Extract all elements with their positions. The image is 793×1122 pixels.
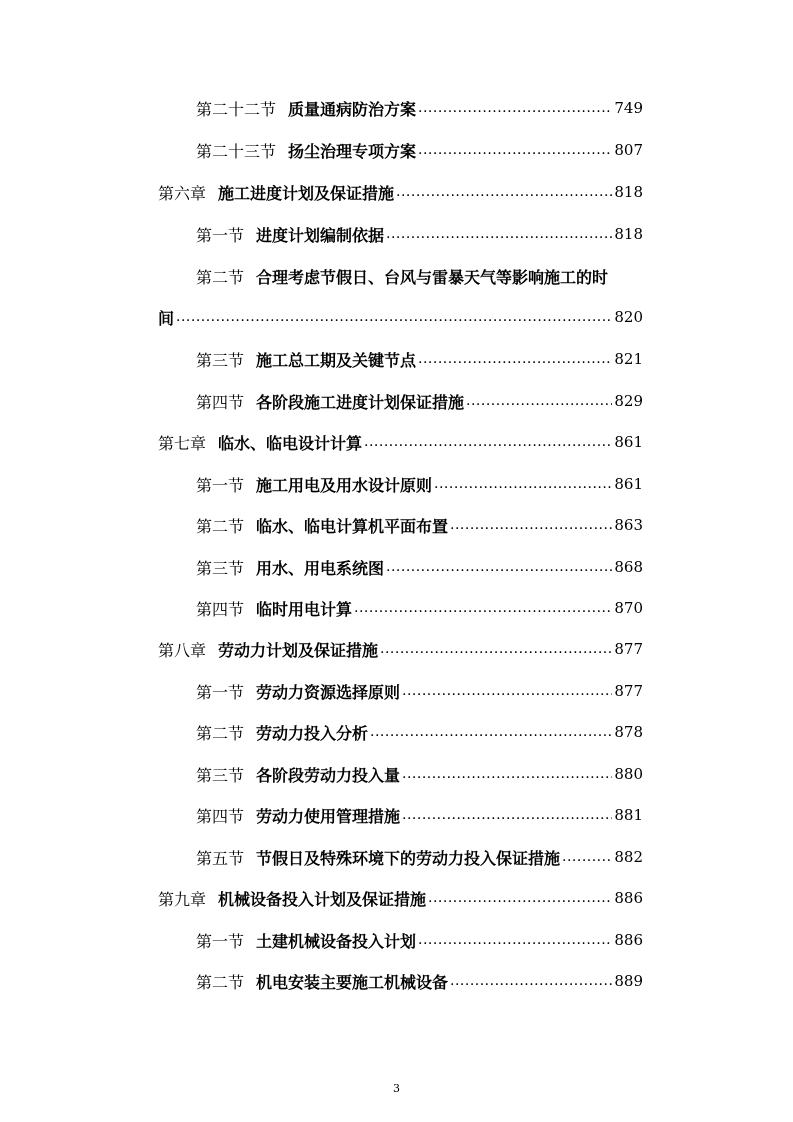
entry-number: 第二十二节 bbox=[196, 99, 277, 119]
dot-leader bbox=[562, 850, 612, 872]
page-number: 3 bbox=[393, 1082, 400, 1095]
toc-section-entry[interactable] bbox=[196, 759, 643, 789]
toc-section-entry[interactable] bbox=[196, 676, 643, 706]
dot-leader bbox=[434, 477, 612, 499]
toc-section-entry[interactable] bbox=[196, 552, 643, 582]
entry-page-number: 882 bbox=[614, 848, 643, 866]
entry-page-number: 878 bbox=[614, 723, 643, 741]
entry-page-number: 829 bbox=[614, 392, 643, 410]
entry-title: 劳动力计划及保证措施 bbox=[218, 640, 379, 660]
entry-number: 第六章 bbox=[158, 183, 207, 203]
entry-title: 各阶段劳动力投入量 bbox=[256, 765, 401, 785]
entry-page-number: 818 bbox=[614, 183, 643, 201]
toc-section-entry[interactable] bbox=[196, 800, 643, 830]
entry-page-number: 870 bbox=[614, 599, 643, 617]
entry-title: 间 bbox=[158, 308, 175, 328]
toc-section-entry[interactable] bbox=[196, 593, 643, 623]
entry-number: 第一节 bbox=[196, 931, 245, 951]
entry-page-number: 868 bbox=[614, 558, 643, 576]
toc-chapter-entry[interactable] bbox=[158, 634, 643, 664]
dot-leader bbox=[466, 394, 612, 416]
entry-number: 第二节 bbox=[196, 723, 245, 743]
entry-page-number: 889 bbox=[614, 972, 643, 990]
entry-number: 第一节 bbox=[196, 225, 245, 245]
entry-page-number: 820 bbox=[614, 308, 643, 326]
entry-title: 劳动力投入分析 bbox=[256, 723, 369, 743]
entry-page-number: 861 bbox=[614, 475, 643, 493]
toc-section-entry[interactable] bbox=[196, 469, 643, 499]
dot-leader bbox=[418, 352, 612, 374]
dot-leader bbox=[386, 560, 612, 582]
entry-number: 第一节 bbox=[196, 682, 245, 702]
entry-page-number: 818 bbox=[614, 225, 643, 243]
entry-title: 临水、临电设计计算 bbox=[218, 433, 363, 453]
dot-leader bbox=[402, 767, 612, 789]
toc-section-entry[interactable] bbox=[196, 344, 643, 374]
entry-title: 临时用电计算 bbox=[256, 599, 353, 619]
toc-section-entry[interactable] bbox=[196, 261, 643, 291]
entry-number: 第二节 bbox=[196, 972, 245, 992]
entry-page-number: 821 bbox=[614, 350, 643, 368]
entry-page-number: 877 bbox=[614, 682, 643, 700]
entry-number: 第五节 bbox=[196, 848, 245, 868]
entry-title: 土建机械设备投入计划 bbox=[256, 931, 417, 951]
dot-leader bbox=[370, 725, 612, 747]
dot-leader bbox=[418, 933, 612, 955]
entry-number: 第三节 bbox=[196, 350, 245, 370]
entry-title: 合理考虑节假日、台风与雷暴天气等影响施工的时 bbox=[256, 267, 609, 287]
entry-number: 第三节 bbox=[196, 765, 245, 785]
entry-number: 第九章 bbox=[158, 889, 207, 909]
entry-title: 机械设备投入计划及保证措施 bbox=[218, 889, 427, 909]
entry-number: 第二节 bbox=[196, 516, 245, 536]
entry-title: 临水、临电计算机平面布置 bbox=[256, 516, 449, 536]
entry-title: 各阶段施工进度计划保证措施 bbox=[256, 392, 465, 412]
entry-page-number: 886 bbox=[614, 931, 643, 949]
entry-number: 第八章 bbox=[158, 640, 207, 660]
entry-title: 施工总工期及关键节点 bbox=[256, 350, 417, 370]
entry-title: 施工进度计划及保证措施 bbox=[218, 183, 395, 203]
toc-section-entry[interactable] bbox=[158, 302, 643, 332]
toc-section-entry[interactable] bbox=[196, 135, 643, 165]
dot-leader bbox=[450, 518, 612, 540]
dot-leader bbox=[386, 227, 612, 249]
entry-number: 第七章 bbox=[158, 433, 207, 453]
entry-number: 第二节 bbox=[196, 267, 245, 287]
dot-leader bbox=[450, 974, 612, 996]
dot-leader bbox=[418, 101, 612, 123]
toc-section-entry[interactable] bbox=[196, 925, 643, 955]
entry-title: 劳动力使用管理措施 bbox=[256, 806, 401, 826]
entry-page-number: 861 bbox=[614, 433, 643, 451]
entry-title: 质量通病防治方案 bbox=[288, 99, 417, 119]
dot-leader bbox=[418, 143, 612, 165]
entry-number: 第四节 bbox=[196, 806, 245, 826]
entry-title: 劳动力资源选择原则 bbox=[256, 682, 401, 702]
entry-title: 扬尘治理专项方案 bbox=[288, 141, 417, 161]
toc-section-entry[interactable] bbox=[196, 510, 643, 540]
entry-page-number: 807 bbox=[614, 141, 643, 159]
dot-leader bbox=[402, 684, 612, 706]
toc-chapter-entry[interactable] bbox=[158, 883, 643, 913]
entry-page-number: 881 bbox=[614, 806, 643, 824]
entry-page-number: 863 bbox=[614, 516, 643, 534]
entry-number: 第三节 bbox=[196, 558, 245, 578]
toc-section-entry[interactable] bbox=[196, 842, 643, 872]
dot-leader bbox=[380, 642, 612, 664]
dot-leader bbox=[396, 185, 612, 207]
entry-number: 第四节 bbox=[196, 392, 245, 412]
entry-title: 节假日及特殊环境下的劳动力投入保证措施 bbox=[256, 848, 561, 868]
dot-leader bbox=[402, 808, 612, 830]
entry-page-number: 880 bbox=[614, 765, 643, 783]
entry-title: 机电安装主要施工机械设备 bbox=[256, 972, 449, 992]
entry-number: 第四节 bbox=[196, 599, 245, 619]
entry-page-number: 886 bbox=[614, 889, 643, 907]
entry-page-number: 749 bbox=[614, 99, 643, 117]
entry-title: 用水、用电系统图 bbox=[256, 558, 385, 578]
toc-section-entry[interactable] bbox=[196, 386, 643, 416]
dot-leader bbox=[364, 435, 612, 457]
dot-leader bbox=[176, 310, 612, 332]
dot-leader bbox=[354, 601, 612, 623]
toc-chapter-entry[interactable] bbox=[158, 177, 643, 207]
toc-section-entry[interactable] bbox=[196, 219, 643, 249]
entry-number: 第一节 bbox=[196, 475, 245, 495]
toc-section-entry[interactable] bbox=[196, 93, 643, 123]
entry-title: 进度计划编制依据 bbox=[256, 225, 385, 245]
entry-title: 施工用电及用水设计原则 bbox=[256, 475, 433, 495]
entry-page-number: 877 bbox=[614, 640, 643, 658]
toc-chapter-entry[interactable] bbox=[158, 427, 643, 457]
toc-section-entry[interactable] bbox=[196, 717, 643, 747]
toc-section-entry[interactable] bbox=[196, 966, 643, 996]
dot-leader bbox=[428, 891, 612, 913]
entry-number: 第二十三节 bbox=[196, 141, 277, 161]
